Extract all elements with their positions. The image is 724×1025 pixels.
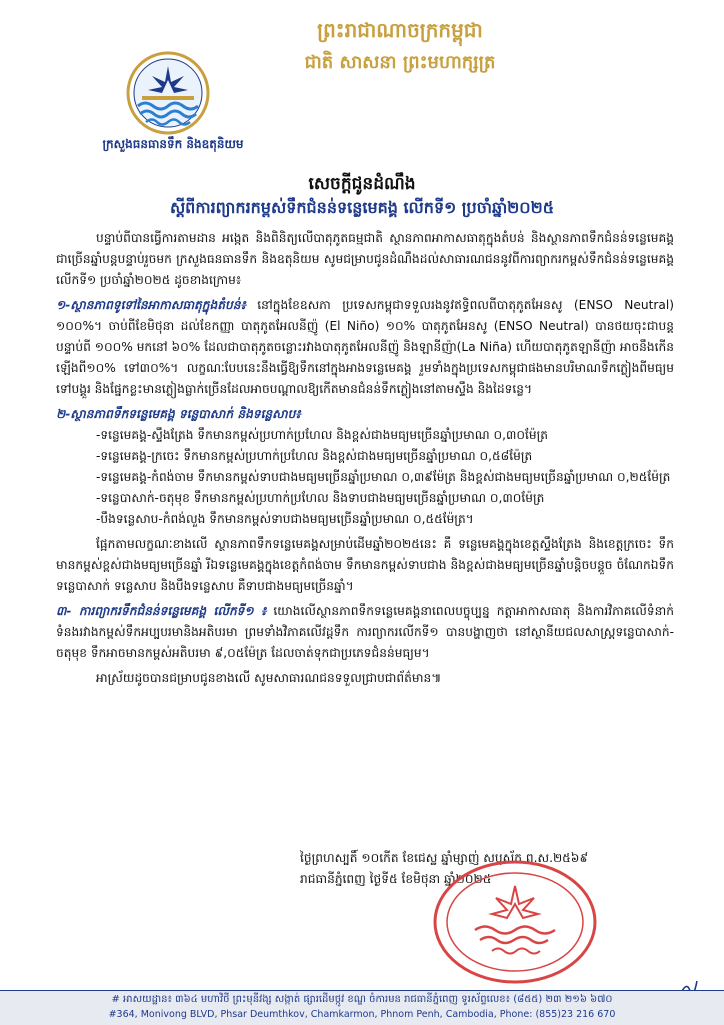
footer (0, 990, 724, 1025)
section-2-summary: ផ្អែកតាមលក្ខណៈខាងលើ ស្ថានភាពទឹកទន្លេមេគង្គសម្រាប់ដើមឆ្នាំ២០២៥នេះ គឺ ទន្លេមេគង្គក្នុងខេត្តស្ទឹងត្រែង និងខេត្តក្រចេះ ទឹកមានកម្ពស់ខ្ពស់ជាងមធ្យមច្រើនឆ្នាំ រីឯទន្លេមេគង្គក្នុងខេត្តកំពង់ចាម ទឹកមានកម្ពស់ទាបជាង និងខ្ពស់ជាងមធ្យមច្រើនឆ្នាំបន្តិចបន្តួច ចំណែកឯទឹកទន្លេបាសាក់ ទន្លេសាប និងបឹងទន្លេសាប គឺទាបជាងមធ្យមច្រើនឆ្នាំ។ (56, 537, 674, 593)
official-seal-icon (430, 858, 600, 986)
section-3-text: យោងលើស្ថានភាពទឹកទន្លេមេគង្គនាពេលបច្ចុប្បន្ន កត្តាអាកាសធាតុ និងការវិភាគលើទំនាក់ទំនងរវាងកម្ពស់ទឹកអប្បបរមានិងអតិបរមា ព្រមទាំងវិភាគលើវដ្តទឹក ការព្យាករលើកទី១ បានបង្ហាញថា នៅស្ថានីយជលសាស្ត្រទន្លេបាសាក់-ចតុមុខ ទឹកអាចមានកម្ពស់អតិបរមា ៩,០៥ម៉ែត្រ ដែលចាត់ទុកជាប្រភេទជំនន់មធ្យម។ (56, 604, 674, 660)
title-line-2: ស្តីពីការព្យាករកម្ពស់ទឹកជំនន់ទន្លេមេគង្គ លើកទី១ ប្រចាំឆ្នាំ២០២៥ (169, 198, 555, 217)
notice-title (60, 172, 664, 220)
title-line-1: សេចក្តីជូនដំណឹង (308, 174, 416, 194)
kingdom-motto: ជាតិ សាសនា ព្រះមហាក្សត្រ (304, 52, 496, 73)
list-item: -ទន្លេមេគង្គ-កំពង់ចាម ទឹកមានកម្ពស់ទាបជាងមធ្យមច្រើនឆ្នាំប្រមាណ ០,៣៩ម៉ែត្រ និងខ្ពស់ជាងមធ្យមច្រើនឆ្នាំប្រមាណ ០,២៥ម៉ែត្រ (96, 470, 671, 484)
intro-paragraph: បន្ទាប់ពីបានធ្វើការតាមដាន អង្កេត និងពិនិត្យលើបាតុភូតធម្មជាតិ ស្ថានភាពអាកាសធាតុក្នុងតំបន់ និងស្ថានភាពទឹកជំនន់ទន្លេមេគង្គជាច្រើនឆ្នាំបន្តបន្ទាប់រួចមក ក្រសួងធនធានទឹក និងឧតុនិយម សូមជម្រាបជូនដំណឹងដល់សាធារណជននូវពីការព្យាករកម្ពស់ទឹកជំនន់ទន្លេមេគង្គ លើកទី១ ប្រចាំឆ្នាំ២០២៥ ដូចខាងក្រោម៖ (56, 231, 674, 287)
section-1-text: នៅក្នុងខែឧសភា ប្រទេសកម្ពុជាទទួលរងនូវឥទ្ធិពលពីបាតុភូតអែនសូ (ENSO Neutral) ១០០%។ ចាប់ពីខែមិថុនា ដល់ខែកញ្ញា បាតុភូតអែលនីញ៉ូ (El Niño) ១០% បាតុភូតអែនសូ (ENSO Neutral) បានថយចុះជាបន្តបន្ទាប់ពី ១០០% មកនៅ ៦០% ដែលជាបាតុភូតចន្លោះរវាងបាតុភូតអែលនីញ៉ូ និងឡានីញ៉ា(La Niña) ហើយបាតុភូតឡានីញ៉ា អាចនឹងកើនឡើងពី១០% ទៅ៣០%។ លក្ខណៈបែបនេះនឹងធ្វើឱ្យទឹកនៅក្នុងអាងទន្លេមេគង្គ រួមទាំងក្នុងប្រទេសកម្ពុជាផងមានបរិមាណទឹកភ្លៀងពីមធ្យមទៅបង្គួរ និងផ្នែកខ្លះមានភ្លៀងធ្លាក់ច្រើនដែលអាចបណ្តាលឱ្យកើតមានជំនន់ទឹកភ្លៀងនៅតាមស្ទឹង និងដៃទន្លេ។ (56, 298, 674, 396)
notice-body (56, 228, 674, 689)
kingdom-header (250, 16, 550, 76)
lunar-date: ថ្ងៃព្រហស្បតិ៍ ១០កើត ខែជេស្ឋ ឆ្នាំម្សាញ់ សប្តស័ក ព.ស.២៥៦៩ (300, 851, 589, 865)
ministry-logo-icon (118, 50, 218, 136)
closing-paragraph: អាស្រ័យដូចបានជម្រាបជូនខាងលើ សូមសាធារណជនទទួលជ្រាបជាព័ត៌មាន៕ (96, 671, 442, 685)
section-2-heading: ២-ស្ថានភាពទឹកទន្លេមេគង្គ ទន្លេបាសាក់ និងទន្លេសាប៖ (56, 407, 301, 421)
footer-address-khmer: # អាសយដ្ឋាន៖ ៣៦៤ មហាវិថី ព្រះមុនីវង្ស សង្កាត់ ផ្សារដើមថ្កូវ ខណ្ឌ ចំការមន រាជធានីភ្នំពេញ ទូរស័ព្ទលេខ៖ (៨៥៥) ២៣ ២១៦ ៦៧០ (111, 994, 613, 1005)
list-item: -បឹងទន្លេសាប-កំពង់លួង ទឹកមានកម្ពស់ទាបជាងមធ្យមច្រើនឆ្នាំប្រមាណ ០,៥៥ម៉ែត្រ។ (96, 512, 474, 526)
list-item: -ទន្លេមេគង្គ-ក្រចេះ ទឹកមានកម្ពស់ប្រហាក់ប្រហែល និងខ្ពស់ជាងមធ្យមច្រើនឆ្នាំប្រមាណ ០,៥៨ម៉ែត្រ (96, 449, 533, 463)
section-1-heading: ១-ស្ថានភាពទូទៅនៃអាកាសធាតុក្នុងតំបន់៖ (56, 298, 246, 312)
kingdom-name: ព្រះរាជាណាចក្រកម្ពុជា (317, 18, 483, 42)
footer-address-english: #364, Monivong BLVD, Phsar Deumthkov, Chamkarmon, Phnom Penh, Cambodia, Phone: (855)23 216 670 (108, 1009, 616, 1020)
section-3 (56, 601, 674, 664)
list-item: -ទន្លេមេគង្គ-ស្ទឹងត្រែង ទឹកមានកម្ពស់ប្រហាក់ប្រហែល និងខ្ពស់ជាងមធ្យមច្រើនឆ្នាំប្រមាណ ០,៣០ម៉ែត្រ (96, 428, 548, 442)
list-item: -ទន្លេបាសាក់-ចតុមុខ ទឹកមានកម្ពស់ប្រហាក់ប្រហែល និងទាបជាងមធ្យមច្រើនឆ្នាំប្រមាណ ០,៣០ម៉ែត្រ (96, 491, 545, 505)
section-3-heading: ៣- ការព្យាករទឹកជំនន់ទន្លេមេគង្គ លើកទី១ ៖ (56, 604, 267, 618)
section-1 (56, 295, 674, 400)
ministry-name: ក្រសួងធនធានទឹក និងឧតុនិយម (102, 137, 244, 151)
solar-date: រាជធានីភ្នំពេញ ថ្ងៃទី៥ ខែមិថុនា ឆ្នាំ២០២៥ (300, 872, 492, 886)
